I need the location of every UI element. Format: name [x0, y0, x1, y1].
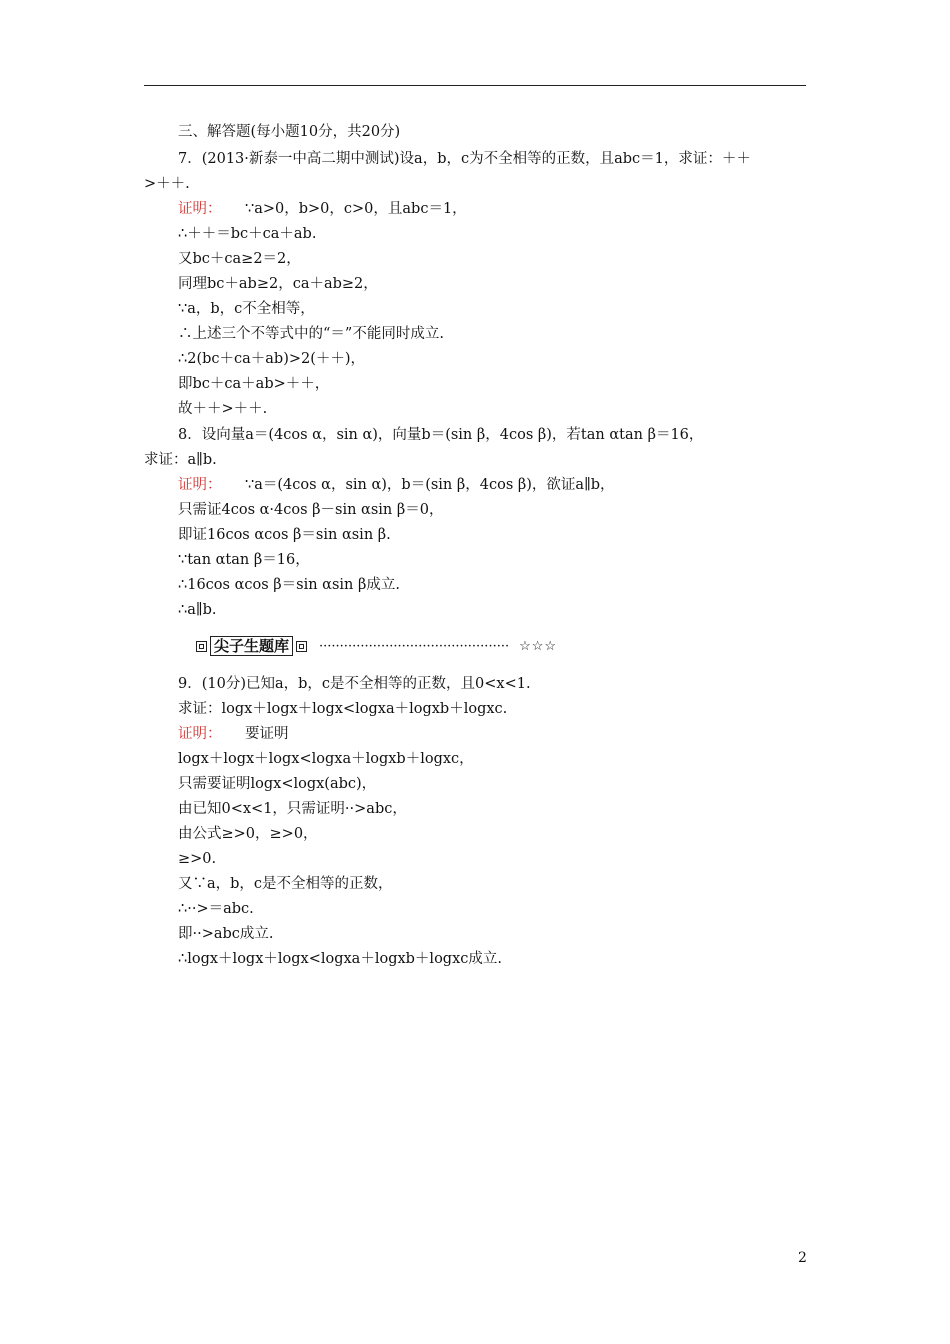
square-icon [296, 641, 307, 652]
proof-line: 故＋＋>＋＋. [178, 401, 268, 417]
proof-line: ∴＋＋＝bc＋ca＋ab. [178, 226, 317, 242]
problem-8-statement: 8．设向量a＝(4cos α，sin α)，向量b＝(sin β，4cos β)，若tan αtan β＝16， [178, 427, 704, 443]
proof-line: 又∵a，b，c是不全相等的正数， [178, 876, 393, 892]
proof-line: 即证16cos αcos β＝sin αsin β. [178, 527, 391, 543]
proof-line: 即bc＋ca＋ab>＋＋， [178, 376, 330, 392]
proof-label: 证明： [178, 201, 222, 217]
proof-line: ∴··>＝abc. [178, 901, 254, 917]
proof-line: ∴16cos αcos β＝sin αsin β成立. [178, 577, 400, 593]
proof-line: ∵a＝(4cos α，sin α)，b＝(sin β，4cos β)，欲证a∥b， [245, 477, 615, 493]
proof-line: ∵tan αtan β＝16， [178, 552, 310, 568]
dotted-leader: ·············································· [319, 638, 510, 654]
problem-9-statement-cont: 求证：logx＋logx＋logx<logxa＋logxb＋logxc. [178, 701, 508, 717]
proof-label: 证明： [178, 726, 222, 742]
header-rule [144, 85, 806, 86]
proof-line: 即··>abc成立. [178, 926, 274, 942]
question-bank-title: 尖子生题库 [210, 636, 293, 656]
proof-line: 要证明 [245, 726, 289, 742]
proof-label: 证明： [178, 477, 222, 493]
page-number: 2 [798, 1250, 807, 1266]
proof-line: 同理bc＋ab≥2，ca＋ab≥2， [178, 276, 378, 292]
problem-7-statement: 7．(2013·新泰一中高二期中测试)设a，b，c为不全相等的正数，且abc＝1，求证：＋＋ [178, 151, 751, 167]
proof-line: ∵a>0，b>0，c>0，且abc＝1， [245, 201, 467, 217]
difficulty-stars: ☆☆☆ [519, 638, 558, 654]
proof-line: 只需要证明logx<logx(abc)， [178, 776, 377, 792]
problem-9-statement: 9．(10分)已知a，b，c是不全相等的正数，且0<x<1. [178, 676, 531, 692]
section-title: 三、解答题(每小题10分，共20分) [178, 124, 401, 140]
question-bank-header [196, 636, 557, 656]
proof-line: ∵a，b，c不全相等， [178, 301, 315, 317]
proof-line: 又bc＋ca≥2＝2， [178, 251, 301, 267]
proof-line: ∴a∥b. [178, 602, 217, 618]
square-icon [196, 641, 207, 652]
proof-line: logx＋logx＋logx<logxa＋logxb＋logxc， [178, 751, 474, 767]
proof-line: 由已知0<x<1，只需证明··>abc， [178, 801, 407, 817]
proof-line: ∴2(bc＋ca＋ab)>2(＋＋)， [178, 351, 366, 367]
problem-7-statement-cont: >＋＋. [144, 176, 190, 192]
proof-line: 只需证4cos α·4cos β－sin αsin β＝0， [178, 502, 444, 518]
proof-line: 由公式≥>0，≥>0， [178, 826, 318, 842]
problem-8-statement-cont: 求证：a∥b. [144, 452, 217, 468]
proof-line: ≥>0. [178, 851, 217, 867]
proof-line: ∴logx＋logx＋logx<logxa＋logxb＋logxc成立. [178, 951, 502, 967]
proof-line: ∴上述三个不等式中的“＝”不能同时成立. [178, 326, 444, 342]
